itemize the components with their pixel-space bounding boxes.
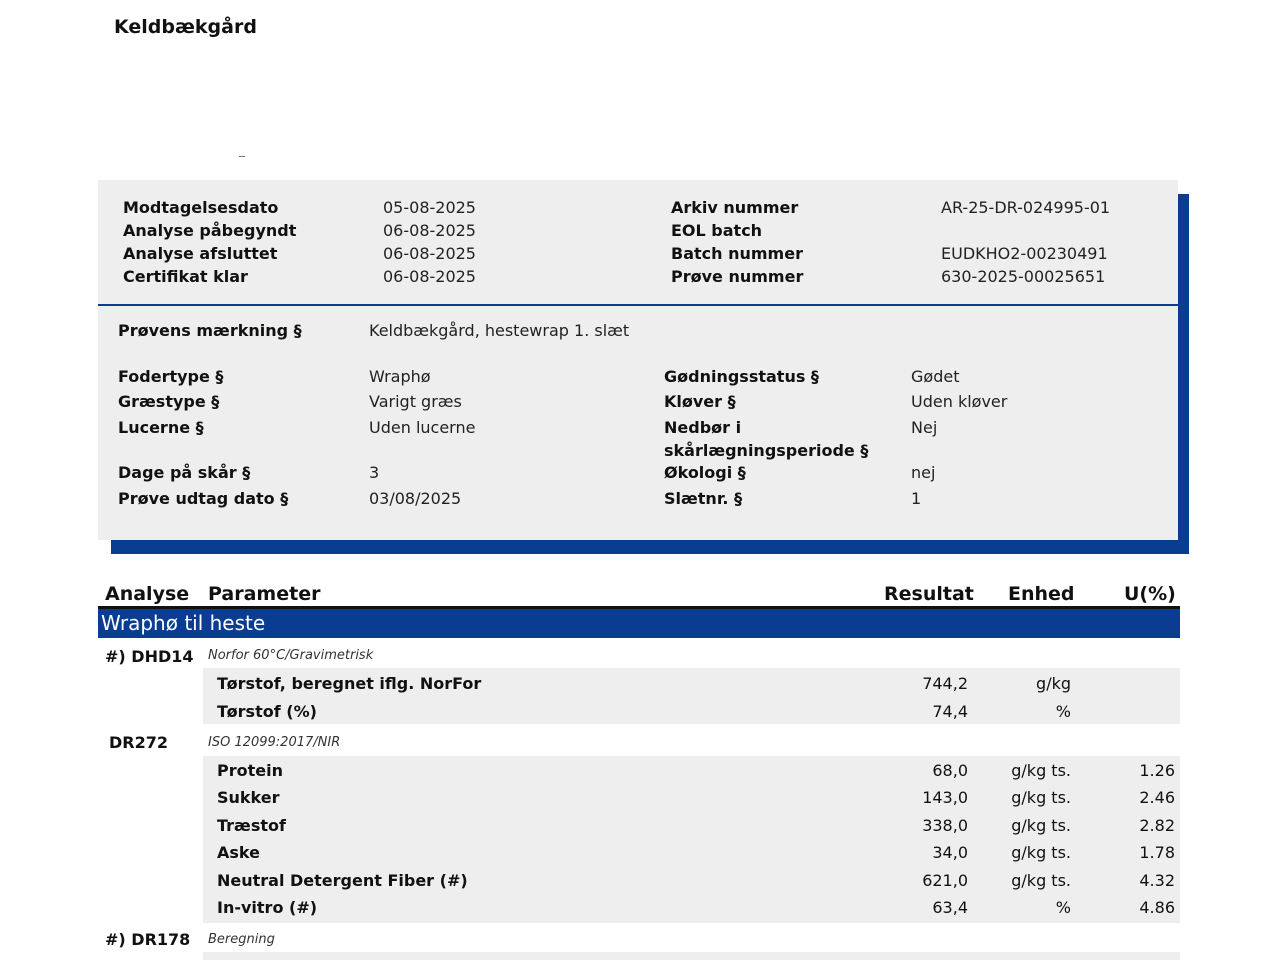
group-method-dr178: Beregning xyxy=(208,932,275,947)
param-name: Tørstof (%) xyxy=(217,702,317,721)
card-shadow-bottom xyxy=(111,540,1189,554)
param-unit: g/kg ts. xyxy=(1011,788,1071,807)
archive-number-value: AR-25-DR-024995-01 xyxy=(941,198,1111,217)
header-uncertainty: U(%) xyxy=(1124,583,1176,605)
group-code-dhd14: #) DHD14 xyxy=(105,647,194,666)
param-name: Protein xyxy=(217,761,283,780)
receipt-date-label: Modtagelsesdato xyxy=(123,198,279,217)
param-name: Tørstof, beregnet iflg. NorFor xyxy=(217,674,482,693)
company-name: Keldbækgård xyxy=(114,16,257,38)
header-enhed: Enhed xyxy=(1008,583,1075,605)
fertilization-status-label: Gødningsstatus § xyxy=(664,367,819,386)
divider-mark xyxy=(239,156,245,157)
precipitation-label: Nedbør i xyxy=(664,418,742,437)
header-analyse: Analyse xyxy=(105,583,190,605)
certificate-ready-value: 06-08-2025 xyxy=(383,267,476,286)
param-unit: g/kg ts. xyxy=(1011,871,1071,890)
sample-number-label: Prøve nummer xyxy=(671,267,804,286)
group-code-dr178: #) DR178 xyxy=(105,930,191,949)
param-result: 621,0 xyxy=(922,871,968,890)
fertilization-status-value: Gødet xyxy=(911,367,960,386)
lucerne-value: Uden lucerne xyxy=(369,418,476,437)
receipt-date-value: 05-08-2025 xyxy=(383,198,476,217)
param-name: Sukker xyxy=(217,788,280,807)
batch-number-value: EUDKHO2-00230491 xyxy=(941,244,1108,263)
param-uncertainty: 4.86 xyxy=(1139,898,1175,917)
sampling-date-value: 03/08/2025 xyxy=(369,489,462,508)
param-unit: g/kg ts. xyxy=(1011,761,1071,780)
archive-number-label: Arkiv nummer xyxy=(671,198,799,217)
analysis-finished-value: 06-08-2025 xyxy=(383,244,476,263)
sample-marking-label: Prøvens mærkning § xyxy=(118,321,302,340)
param-unit: % xyxy=(1055,702,1071,721)
organic-label: Økologi § xyxy=(664,463,746,482)
param-result: 338,0 xyxy=(922,816,968,835)
param-unit: g/kg xyxy=(1036,674,1071,693)
param-uncertainty: 1.78 xyxy=(1139,843,1175,862)
analysis-finished-label: Analyse afsluttet xyxy=(123,244,278,263)
param-result: 744,2 xyxy=(922,674,968,693)
sample-number-value: 630-2025-00025651 xyxy=(941,267,1106,286)
feed-type-label: Fodertype § xyxy=(118,367,224,386)
feed-type-value: Wraphø xyxy=(369,367,431,386)
param-name: Træstof xyxy=(217,816,286,835)
card-divider xyxy=(98,304,1178,306)
section-title: Wraphø til heste xyxy=(101,611,266,635)
param-unit: g/kg ts. xyxy=(1011,843,1071,862)
grass-type-value: Varigt græs xyxy=(369,392,462,411)
cut-number-label: Slætnr. § xyxy=(664,489,743,508)
eol-batch-label: EOL batch xyxy=(671,221,763,240)
param-uncertainty: 4.32 xyxy=(1139,871,1175,890)
param-unit: g/kg ts. xyxy=(1011,816,1071,835)
lucerne-label: Lucerne § xyxy=(118,418,204,437)
param-result: 74,4 xyxy=(932,702,968,721)
batch-number-label: Batch nummer xyxy=(671,244,803,263)
param-result: 34,0 xyxy=(932,843,968,862)
header-parameter: Parameter xyxy=(208,583,321,605)
section-bar xyxy=(98,609,1180,638)
param-result: 68,0 xyxy=(932,761,968,780)
sample-marking-value: Keldbækgård, hestewrap 1. slæt xyxy=(369,321,630,340)
param-name: Aske xyxy=(217,843,260,862)
days-on-swath-label: Dage på skår § xyxy=(118,463,251,482)
param-name: Neutral Detergent Fiber (#) xyxy=(217,871,468,890)
param-result: 143,0 xyxy=(922,788,968,807)
param-uncertainty: 1.26 xyxy=(1139,761,1175,780)
analysis-started-label: Analyse påbegyndt xyxy=(123,221,297,240)
organic-value: nej xyxy=(911,463,936,482)
param-name: In-vitro (#) xyxy=(217,898,318,917)
param-result: 63,4 xyxy=(932,898,968,917)
param-unit: % xyxy=(1055,898,1071,917)
cut-number-value: 1 xyxy=(911,489,922,508)
group-rows-bg-dr178 xyxy=(203,952,1180,960)
precipitation-label-line2: skårlægningsperiode § xyxy=(664,441,869,460)
param-uncertainty: 2.82 xyxy=(1139,816,1175,835)
grass-type-label: Græstype § xyxy=(118,392,220,411)
analysis-started-value: 06-08-2025 xyxy=(383,221,476,240)
sampling-date-label: Prøve udtag dato § xyxy=(118,489,289,508)
group-method-dr272: ISO 12099:2017/NIR xyxy=(208,735,341,750)
header-resultat: Resultat xyxy=(884,583,974,605)
clover-value: Uden kløver xyxy=(911,392,1008,411)
days-on-swath-value: 3 xyxy=(369,463,380,482)
group-code-dr272: DR272 xyxy=(109,733,168,752)
param-uncertainty: 2.46 xyxy=(1139,788,1175,807)
precipitation-value: Nej xyxy=(911,418,938,437)
group-method-dhd14: Norfor 60°C/Gravimetrisk xyxy=(208,648,374,663)
card-shadow-right xyxy=(1178,194,1189,554)
certificate-ready-label: Certifikat klar xyxy=(123,267,248,286)
clover-label: Kløver § xyxy=(664,392,736,411)
